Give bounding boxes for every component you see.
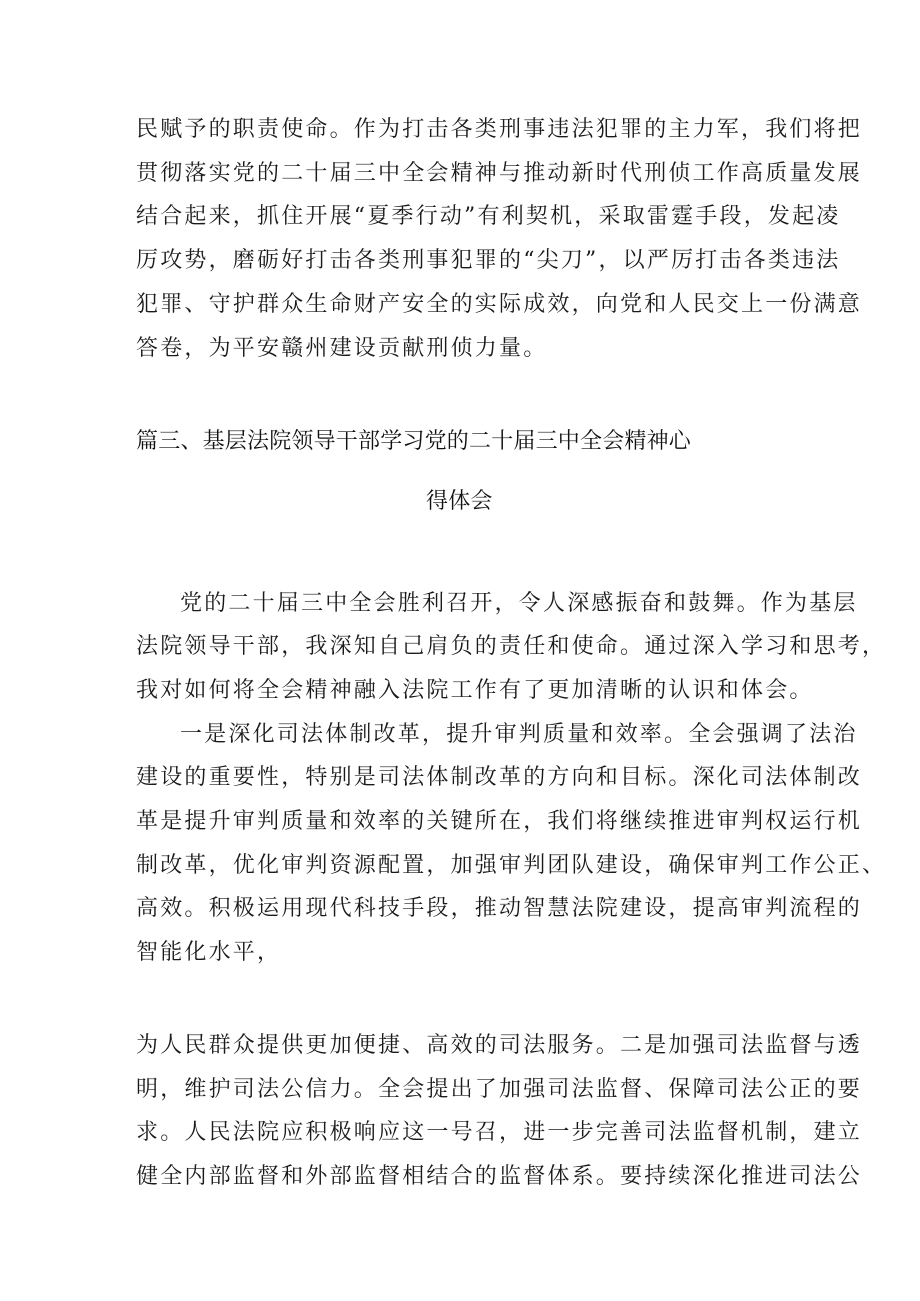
text-line: 健全内部监督和外部监督相结合的监督体系。要持续深化推进司法公: [136, 1164, 863, 1189]
text-line: 求。人民法院应积极响应这一号召，进一步完善司法监督机制，建立: [136, 1120, 863, 1145]
text-line: 为人民群众提供更加便捷、高效的司法服务。二是加强司法监督与透: [136, 1033, 863, 1058]
heading-line-2: 得体会: [426, 489, 493, 514]
heading-line-1: 篇三、基层法院领导干部学习党的二十届三中全会精神心: [136, 429, 692, 454]
text-line: 高效。积极运用现代科技手段，推动智慧法院建设，提高审判流程的: [136, 896, 863, 921]
text-line: 民赋予的职责使命。作为打击各类刑事违法犯罪的主力军，我们将把: [136, 117, 863, 142]
text-line: 制改革，优化审判资源配置，加强审判团队建设，确保审判工作公正、: [136, 853, 887, 878]
text-line: 一是深化司法体制改革，提升审判质量和效率。全会强调了法治: [180, 722, 858, 747]
text-line: 答卷，为平安赣州建设贡献刑侦力量。: [136, 336, 548, 361]
text-line: 党的二十届三中全会胜利召开，令人深感振奋和鼓舞。作为基层: [180, 591, 858, 616]
text-line: 厉攻势，磨砺好打击各类刑事犯罪的“尖刀”，以严厉打击各类违法: [136, 248, 841, 273]
text-line: 明，维护司法公信力。全会提出了加强司法监督、保障司法公正的要: [136, 1077, 863, 1102]
text-line: 法院领导干部，我深知自己肩负的责任和使命。通过深入学习和思考，: [136, 634, 887, 659]
text-line: 我对如何将全会精神融入法院工作有了更加清晰的认识和体会。: [136, 678, 814, 703]
text-line: 建设的重要性，特别是司法体制改革的方向和目标。深化司法体制改: [136, 765, 863, 790]
text-line: 结合起来，抓住开展“夏季行动”有利契机，采取雷霆手段，发起凌: [136, 204, 841, 229]
text-line: 革是提升审判质量和效率的关键所在，我们将继续推进审判权运行机: [136, 809, 863, 834]
text-line: 犯罪、守护群众生命财产安全的实际成效，向党和人民交上一份满意: [136, 292, 863, 317]
text-line: 智能化水平，: [136, 940, 282, 965]
text-line: 贯彻落实党的二十届三中全会精神与推动新时代刑侦工作高质量发展: [136, 161, 863, 186]
